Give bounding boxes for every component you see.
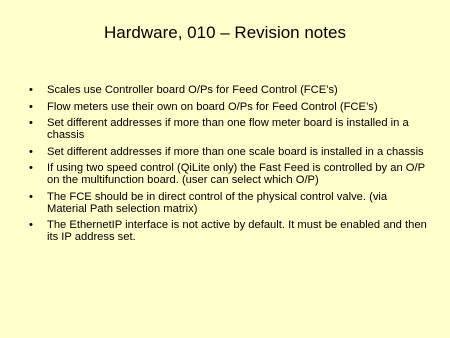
bullet-text: The EthernetIP interface is not active by default. It must be enabled and then its IP address set. — [47, 219, 427, 243]
bullet-icon: • — [29, 219, 33, 231]
slide-title: Hardware, 010 – Revision notes — [104, 23, 346, 42]
bullet-list — [29, 84, 429, 248]
bullet-item-4 — [29, 146, 429, 158]
bullet-icon: • — [29, 162, 33, 174]
bullet-item-1 — [29, 84, 429, 96]
bullet-item-6 — [29, 191, 429, 215]
bullet-text: Scales use Controller board O/Ps for Feed Control (FCE’s) — [47, 84, 338, 96]
bullet-item-2 — [29, 101, 429, 113]
bullet-icon: • — [29, 84, 33, 96]
bullet-text: Flow meters use their own on board O/Ps for Feed Control (FCE’s) — [47, 100, 378, 113]
bullet-icon: • — [29, 117, 33, 129]
bullet-item-7 — [29, 219, 429, 243]
bullet-item-5 — [29, 162, 429, 186]
bullet-text: Set different addresses if more than one scale board is installed in a chassis — [47, 145, 424, 158]
bullet-text: If using two speed control (QiLite only) the Fast Feed is controlled by an O/P on the multifunction board. (user can select which O/P) — [47, 162, 425, 186]
bullet-text: The FCE should be in direct control of the physical control valve. (via Material Path selection matrix) — [47, 190, 388, 215]
bullet-item-3 — [29, 117, 429, 141]
bullet-icon: • — [29, 145, 33, 158]
bullet-icon: • — [29, 190, 33, 203]
bullet-text: Set different addresses if more than one flow meter board is installed in a chassis — [47, 117, 409, 141]
bullet-icon: • — [29, 100, 33, 113]
